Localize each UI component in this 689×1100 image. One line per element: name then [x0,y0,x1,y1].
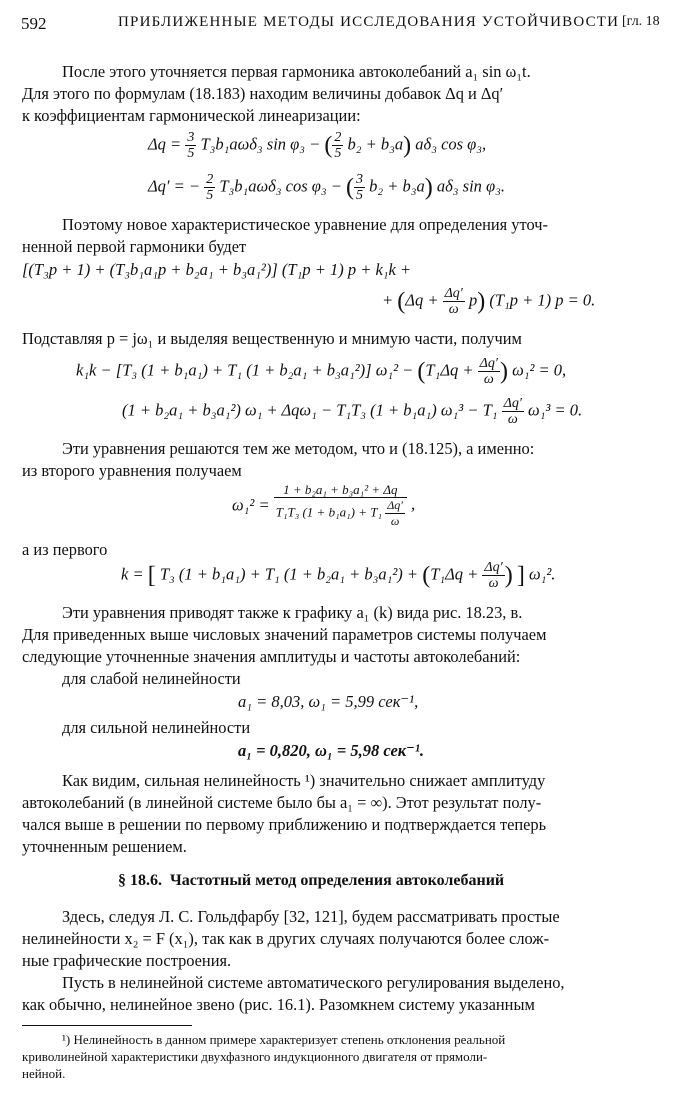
fraction [502,396,524,427]
paragraph-line: чался выше в решении по первому приближению и подтверждается теперь [22,815,547,834]
paragraph-line: из второго уравнения получаем [22,461,242,480]
numerator: 3 [356,172,364,187]
running-title: ПРИБЛИЖЕННЫЕ МЕТОДЫ ИССЛЕДОВАНИЯ УСТОЙЧИВОСТИ [118,14,620,30]
fraction [185,130,196,161]
paren-close: ) [499,358,508,385]
page-number: 592 [21,14,47,33]
denominator: ω [483,372,494,387]
equation-delta-q-prime [148,172,505,203]
bracket-close: ] [516,562,525,589]
paren-open: ( [346,174,355,201]
equation-characteristic-line2 [382,286,595,317]
fraction [385,498,405,529]
paragraph-line: ненной первой гармоники будет [22,237,247,256]
eq-text: (1 + b₂a₁ + b₃a₁²) ω₁ + Δqω₁ − T₁T₃ (1 + b₁a₁) ω₁³ − T₁ [122,400,498,420]
eq-text: ω₁³ = 0. [528,400,583,420]
eq-text: aδ₃ sin φ₃. [436,176,506,196]
equation-imaginary-part [122,396,582,427]
paren-close: ) [504,562,513,589]
denominator: 5 [187,146,195,161]
footnote-line: ¹) Нелинейность в данном примере характеризует степень отклонения реальной [62,1032,506,1047]
numerator: 2 [334,130,342,145]
denominator: ω [448,302,459,317]
numerator: Δq′ [387,498,403,512]
eq-text: b₂ + b₃a [369,176,425,196]
paragraph-line: для слабой нелинейности [62,669,241,688]
paragraph-line: Здесь, следуя Л. С. Гольдфарбу [32, 121], будем рассматривать простые [62,907,560,926]
eq-text: k₁k − [T₃ (1 + b₁a₁) + T₁ (1 + b₂a₁ + b₃a₁²)] ω₁² − [76,360,414,380]
eq-text: T₁Δq + [425,360,474,380]
paragraph-line: ные графические построения. [22,951,232,970]
fraction [482,560,504,591]
eq-text: T₃b₁aωδ₃ sin φ₃ − [200,134,321,154]
paragraph-line: Пусть в нелинейной системе автоматического регулирования выделено, [62,973,565,992]
numerator: Δq′ [484,560,503,575]
denominator: ω [390,514,400,528]
eq-text: p [469,290,478,310]
fraction [204,172,215,203]
paragraph-line: автоколебаний (в линейной системе было бы a₁ = ∞). Этот результат полу- [22,793,542,812]
eq-text: T₃b₁aωδ₃ cos φ₃ − [219,176,342,196]
eq-text: k = [121,564,144,584]
paragraph-line: Эти уравнения приводят также к графику a₁ (k) вида рис. 18.23, в. [62,603,523,622]
eq-text: , [411,494,416,514]
denominator: ω [488,576,499,591]
paragraph-line: Эти уравнения решаются тем же методом, что и (18.125), а именно: [62,439,535,458]
denominator [274,498,407,529]
bracket-open: [ [147,562,156,589]
paragraph-line: как обычно, нелинейное звено (рис. 16.1). Разомкнем систему указанным [22,995,535,1014]
fraction [354,172,365,203]
paragraph-line: уточненным решением. [22,837,187,856]
section-title: Частотный метод определения автоколебаний [170,872,505,889]
numerator: Δq′ [479,356,498,371]
paragraph-line: Поэтому новое характеристическое уравнение для определения уточ- [62,215,548,234]
section-number: § 18.6. [118,872,162,889]
equation-delta-q [148,130,486,161]
result-weak-nonlinearity: a₁ = 8,03, ω₁ = 5,99 сек⁻¹, [238,692,419,711]
paren-open: ( [397,288,406,315]
eq-text: ω₁² = [232,495,270,515]
equation-k [121,560,555,591]
paragraph-line: Как видим, сильная нелинейность ¹) значительно снижает амплитуду [62,771,546,790]
paragraph-line: для сильной нелинейности [62,718,251,737]
fraction [478,356,500,387]
paragraph-line: следующие уточненные значения амплитуды и частоты автоколебаний: [22,647,521,666]
eq-text: Δq = [148,134,182,154]
eq-text: b₂ + b₃a [347,134,404,154]
paragraph-line: После этого уточняется первая гармоника автоколебаний a₁ sin ω₁t. [62,62,531,81]
eq-text: ω₁². [528,564,556,584]
paren-close: ) [403,132,412,159]
numerator: 1 + b₂a₁ + b₃a₁² + Δq [274,482,407,498]
paragraph-line: Для приведенных выше числовых значений параметров системы получаем [22,625,547,644]
eq-text: (T₁p + 1) p = 0. [489,290,596,310]
eq-text: Δq + [405,290,439,310]
fraction [332,130,343,161]
eq-text: + [382,290,394,310]
denominator: 5 [356,188,364,203]
paragraph-line: нелинейности x₂ = F (x₁), так как в других случаях получаются более слож- [22,929,550,948]
eq-text: ω₁² = 0, [512,360,567,380]
eq-text: Δq′ = − [148,176,201,196]
paren-close: ) [477,288,486,315]
footnote-line: криволинейной характеристики двухфазного индукционного двигателя от прямоли- [22,1049,488,1064]
paragraph-line: к коэффициентам гармонической линеаризации: [22,106,361,125]
equation-characteristic-line1: [(T₃p + 1) + (T₃b₁a₁p + b₂a₁ + b₃a₁²)] (T₁p + 1) p + k₁k + [22,260,412,279]
footnote-rule [22,1025,192,1026]
paren-open: ( [324,132,333,159]
denominator: 5 [334,146,342,161]
chapter-label: [гл. 18 [622,14,660,29]
numerator: 3 [187,130,195,145]
numerator: Δq′ [444,286,463,301]
section-heading [118,872,504,890]
equation-omega-squared [232,482,415,529]
numerator: Δq′ [503,396,522,411]
eq-text: T₃ (1 + b₁a₁) + T₁ (1 + b₂a₁ + b₃a₁²) + [159,564,419,584]
paragraph-line: Подставляя p = jω₁ и выделяя вещественную и мнимую части, получим [22,329,522,348]
paren-open: ( [417,358,426,385]
equation-real-part [76,356,566,387]
denominator: 5 [206,188,214,203]
eq-text: aδ₃ cos φ₃, [415,134,487,154]
numerator: 2 [206,172,214,187]
fraction [274,482,407,529]
paragraph-line: а из первого [22,540,108,559]
eq-text: T₁T₃ (1 + b₁a₁) + T₁ [275,504,382,520]
paragraph-line: Для этого по формулам (18.183) находим величины добавок Δq и Δq′ [22,84,504,103]
paren-open: ( [422,562,431,589]
result-strong-nonlinearity: a₁ = 0,820, ω₁ = 5,98 сек⁻¹. [238,741,424,760]
denominator: ω [507,412,518,427]
footnote-line: нейной. [22,1066,66,1081]
eq-text: T₁Δq + [430,564,479,584]
fraction [443,286,465,317]
paren-close: ) [424,174,433,201]
